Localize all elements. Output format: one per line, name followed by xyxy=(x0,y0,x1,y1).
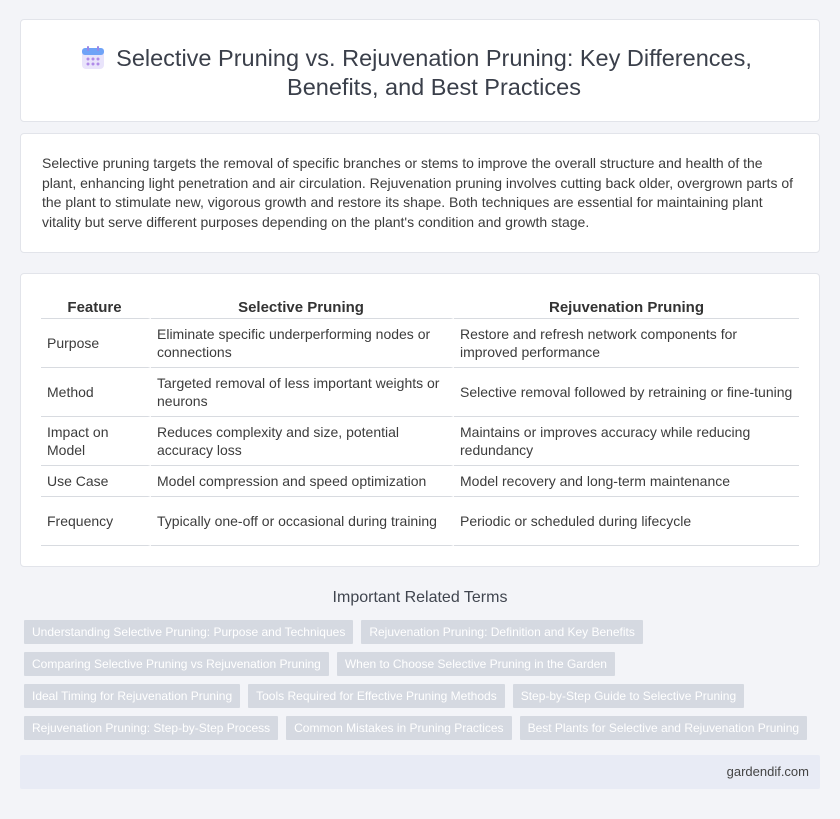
related-term-tag[interactable]: Tools Required for Effective Pruning Methods xyxy=(248,684,505,708)
related-terms-heading: Important Related Terms xyxy=(332,589,508,606)
title-card xyxy=(20,19,820,122)
rejuvenation-cell: Periodic or scheduled during lifecycle xyxy=(454,497,799,546)
feature-cell: Impact on Model xyxy=(41,417,151,466)
header-rejuvenation: Rejuvenation Pruning xyxy=(454,297,799,319)
table-row xyxy=(41,319,799,368)
feature-cell: Frequency xyxy=(41,497,151,546)
selective-cell: Model compression and speed optimization xyxy=(151,466,454,497)
related-term-tag[interactable]: Step-by-Step Guide to Selective Pruning xyxy=(513,684,744,708)
header-feature: Feature xyxy=(41,297,151,319)
related-term-tag[interactable]: Comparing Selective Pruning vs Rejuvenation Pruning xyxy=(24,652,329,676)
related-term-tag[interactable]: Ideal Timing for Rejuvenation Pruning xyxy=(24,684,240,708)
table-row xyxy=(41,417,799,466)
page-title: Selective Pruning vs. Rejuvenation Pruning: Key Differences, Benefits, and Best Practices xyxy=(116,45,752,100)
intro-paragraph: Selective pruning targets the removal of specific branches or stems to improve the overall structure and health of the plant, enhancing light penetration and air circulation. Rejuvenation pruning involves cutting back older, overgrown parts of the plant to stimulate new, vigorous growth and restore its shape. Both techniques are essential for maintaining plant vitality but serve different purposes depending on the plant's condition and growth stage. xyxy=(42,155,794,230)
selective-cell: Reduces complexity and size, potential accuracy loss xyxy=(151,417,454,466)
related-term-tag[interactable]: Common Mistakes in Pruning Practices xyxy=(286,716,511,740)
header-selective: Selective Pruning xyxy=(151,297,454,319)
feature-cell: Use Case xyxy=(41,466,151,497)
comparison-table xyxy=(41,297,799,546)
feature-cell: Purpose xyxy=(41,319,151,368)
rejuvenation-cell: Restore and refresh network components for improved performance xyxy=(454,319,799,368)
footer xyxy=(20,755,820,789)
selective-cell: Typically one-off or occasional during training xyxy=(151,497,454,546)
related-term-tag[interactable]: Understanding Selective Pruning: Purpose and Techniques xyxy=(24,620,353,644)
rejuvenation-cell: Model recovery and long-term maintenance xyxy=(454,466,799,497)
table-row xyxy=(41,368,799,417)
selective-cell: Eliminate specific underperforming nodes or connections xyxy=(151,319,454,368)
related-term-tag[interactable]: When to Choose Selective Pruning in the Garden xyxy=(337,652,615,676)
related-term-tag[interactable]: Rejuvenation Pruning: Definition and Key Benefits xyxy=(361,620,643,644)
feature-cell: Method xyxy=(41,368,151,417)
table-row xyxy=(41,466,799,497)
intro-card xyxy=(20,133,820,253)
related-terms-list xyxy=(24,620,814,748)
related-term-tag[interactable]: Best Plants for Selective and Rejuvenation Pruning xyxy=(520,716,808,740)
related-term-tag[interactable]: Rejuvenation Pruning: Step-by-Step Process xyxy=(24,716,278,740)
comparison-card xyxy=(20,273,820,567)
site-name[interactable]: gardendif.com xyxy=(726,764,809,779)
table-row xyxy=(41,497,799,546)
rejuvenation-cell: Selective removal followed by retraining or fine-tuning xyxy=(454,368,799,417)
rejuvenation-cell: Maintains or improves accuracy while reducing redundancy xyxy=(454,417,799,466)
selective-cell: Targeted removal of less important weights or neurons xyxy=(151,368,454,417)
